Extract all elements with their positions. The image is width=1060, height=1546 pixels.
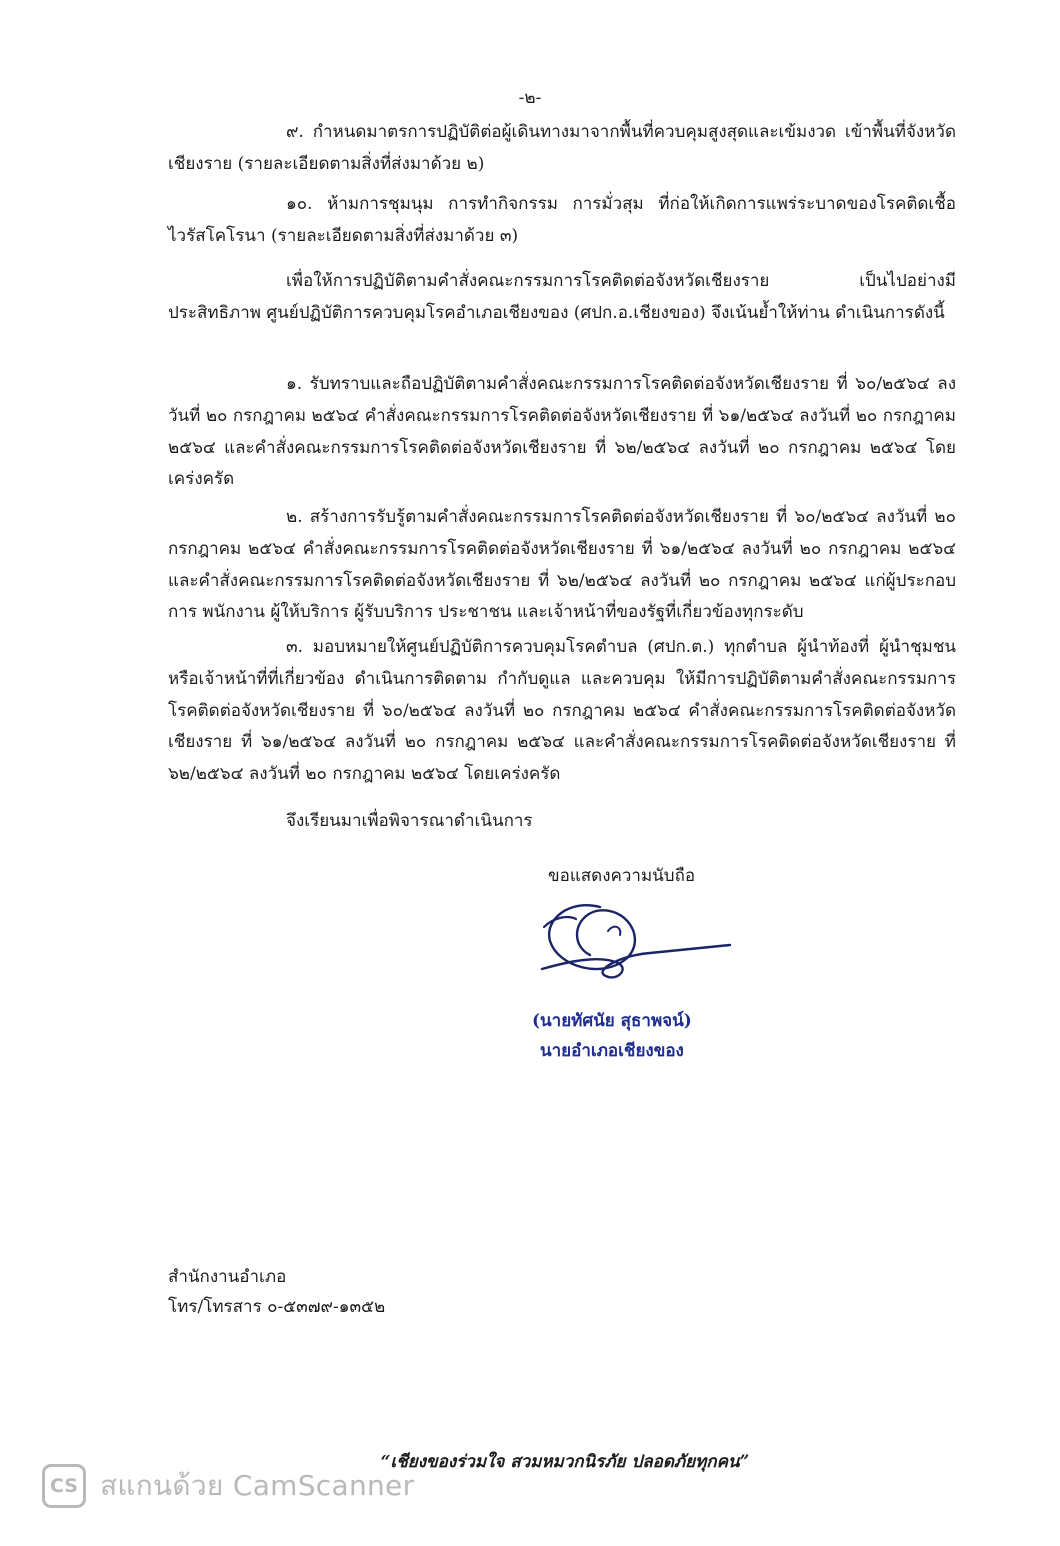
signer-block bbox=[532, 1006, 692, 1066]
item-1-paragraph bbox=[168, 369, 956, 496]
signer-position: นายอำเภอเชียงของ bbox=[540, 1041, 684, 1061]
page-number: -๒- bbox=[518, 88, 542, 108]
paragraph-9 bbox=[168, 117, 956, 181]
paragraph-text: เพื่อให้การปฏิบัติตามคำสั่งคณะกรรมการโรคติดต่อจังหวัดเชียงราย เป็นไปอย่างมีประสิทธิภาพ ศูนย์ปฏิบัติการควบคุมโรคอำเภอเชียงของ (ศปก.อ.เชียงของ) จึงเน้นย้ำให้ท่าน ดำเนินการดังนี้ bbox=[168, 271, 956, 323]
office-name: สำนักงานอำเภอ bbox=[168, 1267, 287, 1287]
request-line bbox=[168, 806, 956, 838]
paragraph-10 bbox=[168, 189, 956, 253]
item-2-paragraph bbox=[168, 502, 956, 629]
motto: “เชียงของร่วมใจ สวมหมวกนิรภัย ปลอดภัยทุกคน” bbox=[380, 1452, 750, 1472]
office-block bbox=[168, 1262, 385, 1322]
closing-salutation: ขอแสดงความนับถือ bbox=[548, 866, 696, 886]
paragraph-text: ๓. มอบหมายให้ศูนย์ปฏิบัติการควบคุมโรคตำบล (ศปก.ต.) ทุกตำบล ผู้นำท้องที่ ผู้นำชุมชน หรือเจ้าหน้าที่ที่เกี่ยวข้อง ดำเนินการติดตาม กำกับดูแล และควบคุม ให้มีการปฏิบัติตามคำสั่งคณะกรรมการโรคติดต่อจังหวัดเชียงราย ที่ ๖๐/๒๕๖๔ ลงวันที่ ๒๐ กรกฎาคม ๒๕๖๔ คำสั่งคณะกรรมการโรคติดต่อจังหวัดเชียงราย ที่ ๖๑/๒๕๖๔ ลงวันที่ ๒๐ กรกฎาคม ๒๕๖๔ และคำสั่งคณะกรรมการโรคติดต่อจังหวัดเชียงราย ที่ ๖๒/๒๕๖๔ ลงวันที่ ๒๐ กรกฎาคม ๒๕๖๔ โดยเคร่งครัด bbox=[168, 637, 956, 785]
item-3-paragraph bbox=[168, 632, 956, 791]
intro-paragraph bbox=[168, 266, 956, 330]
signature-image bbox=[530, 893, 740, 985]
paragraph-text: ๒. สร้างการรับรู้ตามคำสั่งคณะกรรมการโรคติดต่อจังหวัดเชียงราย ที่ ๖๐/๒๕๖๔ ลงวันที่ ๒๐ กรกฎาคม ๒๕๖๔ คำสั่งคณะกรรมการโรคติดต่อจังหวัดเชียงราย ที่ ๖๑/๒๕๖๔ ลงวันที่ ๒๐ กรกฎาคม ๒๕๖๔ และคำสั่งคณะกรรมการโรคติดต่อจังหวัดเชียงราย ที่ ๖๒/๒๕๖๔ ลงวันที่ ๒๐ กรกฎาคม ๒๕๖๔ แก่ผู้ประกอบการ พนักงาน ผู้ให้บริการ ผู้รับบริการ ประชาชน และเจ้าหน้าที่ของรัฐที่เกี่ยวข้องทุกระดับ bbox=[168, 507, 956, 623]
paragraph-text: ๑. รับทราบและถือปฏิบัติตามคำสั่งคณะกรรมการโรคติดต่อจังหวัดเชียงราย ที่ ๖๐/๒๕๖๔ ลงวันที่ ๒๐ กรกฎาคม ๒๕๖๔ คำสั่งคณะกรรมการโรคติดต่อจังหวัดเชียงราย ที่ ๖๑/๒๕๖๔ ลงวันที่ ๒๐ กรกฎาคม ๒๕๖๔ และคำสั่งคณะกรรมการโรคติดต่อจังหวัดเชียงราย ที่ ๖๒/๒๕๖๔ ลงวันที่ ๒๐ กรกฎาคม ๒๕๖๔ โดยเคร่งครัด bbox=[168, 374, 956, 490]
paragraph-text: ๙. กำหนดมาตรการปฏิบัติต่อผู้เดินทางมาจากพื้นที่ควบคุมสูงสุดและเข้มงวด เข้าพื้นที่จังหวัดเชียงราย (รายละเอียดตามสิ่งที่ส่งมาด้วย ๒) bbox=[168, 122, 956, 174]
camscanner-watermark bbox=[42, 1462, 414, 1510]
signer-name: (นายทัศนัย สุธาพจน์) bbox=[532, 1011, 692, 1031]
paragraph-text: ๑๐. ห้ามการชุมนุม การทำกิจกรรม การมั่วสุม ที่ก่อให้เกิดการแพร่ระบาดของโรคติดเชื้อไวรัสโคโรนา (รายละเอียดตามสิ่งที่ส่งมาด้วย ๓) bbox=[168, 194, 956, 246]
camscanner-logo-icon: CS bbox=[42, 1464, 86, 1508]
paragraph-text: จึงเรียนมาเพื่อพิจารณาดำเนินการ bbox=[286, 811, 533, 831]
watermark-text: สแกนด้วย CamScanner bbox=[100, 1469, 415, 1502]
office-phone: โทร/โทรสาร ๐-๕๓๗๙-๑๓๕๒ bbox=[168, 1297, 386, 1317]
